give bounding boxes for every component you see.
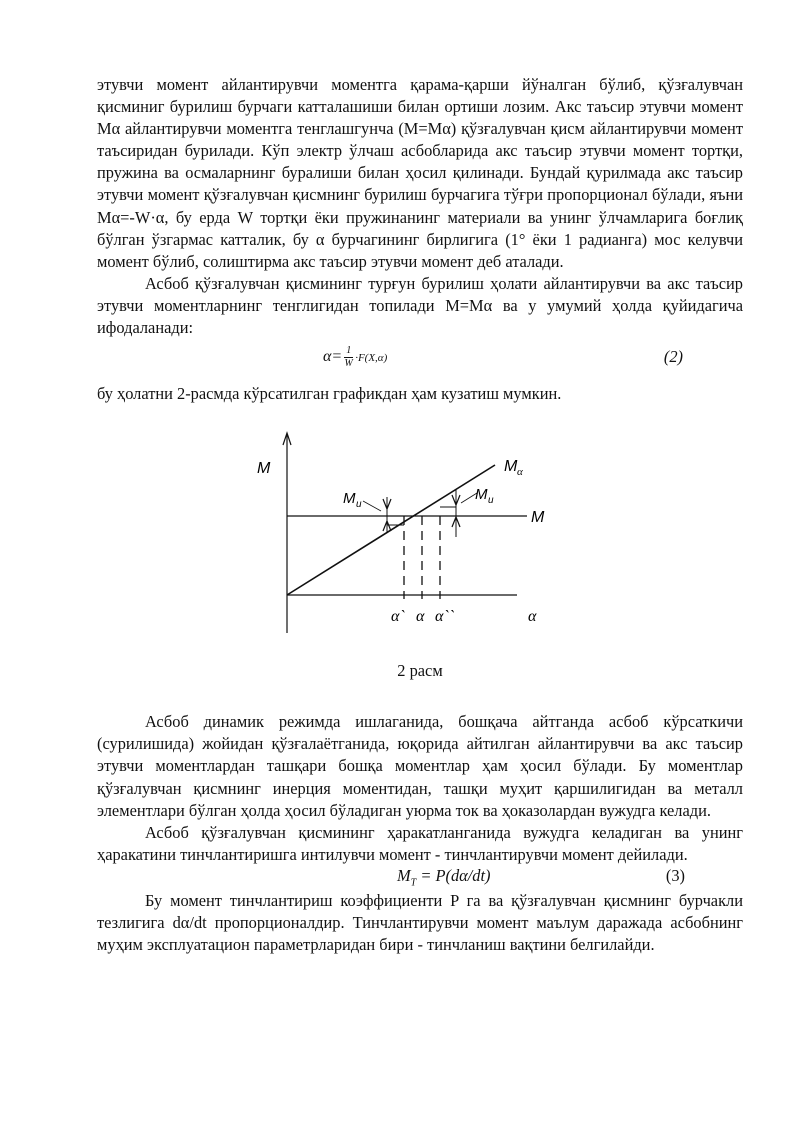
paragraph-4: Асбоб динамик режимда ишлаганида, бошқача айтганда асбоб кўрсаткичи (сурилишида) жойидан қўзғалаётганида, юқорида айтилган айлантирувчи ва акс таъсир этувчи моментлардан ташқари бошқа моментлар ҳам ҳосил бўлади. Бу моментлар қўзғалувчан қисмнинг инерция моментидан, ташқи муҳит қаршилигидан ва металл элементлари бўлган ҳолда ҳосил бўладиган уюрма ток ва ҳоказолардан вужудга келади. bbox=[97, 712, 743, 820]
mu-left-label: M bbox=[343, 490, 356, 508]
equation-3-subscript: T bbox=[410, 877, 417, 889]
line-label-sub: α bbox=[517, 466, 523, 479]
equation-3-number: (3) bbox=[665, 865, 685, 885]
hline-label: M bbox=[531, 509, 545, 527]
mu-right-sub: u bbox=[488, 495, 494, 507]
equation-2 bbox=[97, 341, 743, 377]
equation-2-numerator: 1 bbox=[346, 345, 352, 357]
equation-3-rhs: = P(dα/dt) bbox=[416, 865, 491, 885]
mu-right-label: M bbox=[475, 486, 488, 504]
equation-2-denominator: W bbox=[344, 358, 353, 370]
equation-2-rhs: ·F(X,α) bbox=[355, 352, 388, 365]
figure-2 bbox=[97, 427, 743, 653]
alpha0-label: α bbox=[416, 608, 425, 626]
equation-2-lhs: α= bbox=[323, 348, 343, 366]
y-axis-label: M bbox=[257, 460, 271, 478]
moment-graph bbox=[97, 427, 743, 653]
paragraph-6: Бу момент тинчлантириш коэффициенти P га ва қўзғалувчан қисмнинг бурчакли тезлигига dα/dt пропорционалдир. Тинчлантирувчи момент маълум даражада асбобнинг муҳим эксплуатацион параметрларидан бири - тинчланиш вақтини белгилайди. bbox=[97, 890, 743, 955]
paragraph-2: Асбоб қўзғалувчан қисмининг турғун бурилиш ҳолати айлантирувчи ва акс таъсир этувчи моментларнинг тенглигидан топилади M=Mα ва у умумий ҳолда қуйидагича ифодаланади: bbox=[97, 273, 743, 338]
mu-left-leader bbox=[363, 501, 381, 511]
x-axis-label: α bbox=[528, 608, 537, 626]
mu-left-sub: u bbox=[356, 499, 362, 511]
alpha2-label: α`` bbox=[435, 608, 455, 626]
figure-caption: 2 расм bbox=[397, 661, 443, 681]
line-label: M bbox=[504, 458, 518, 476]
equation-3 bbox=[97, 866, 743, 890]
equation-2-fraction bbox=[344, 345, 353, 370]
equation-3-lhs: M bbox=[397, 865, 411, 885]
paragraph-5: Асбоб қўзғалувчан қисмининг ҳаракатланганида вужудга келадиган ва унинг ҳаракатини тинчлантиришга интилувчи момент - тинчлантирувчи момент дейилади. bbox=[97, 822, 743, 864]
equation-2-number: (2) bbox=[663, 347, 683, 367]
equation-2-formula bbox=[323, 345, 387, 370]
alpha1-label: α` bbox=[391, 608, 405, 626]
paragraph-3: бу ҳолатни 2-расмда кўрсатилган графикдан ҳам кузатиш мумкин. bbox=[97, 384, 562, 404]
equation-3-formula bbox=[397, 866, 491, 888]
document-page bbox=[97, 74, 743, 956]
paragraph-1: этувчи момент айлантирувчи моментга қарама-қарши йўналган бўлиб, қўзғалувчан қисминиг бурилиш бурчаги катталашиши билан ортиши лозим. Акс таъсир этувчи момент Mα айлантирувчи моментга тенглашгунча (M=Mα) қўзғалувчан қисм айлантирувчи момент таъсиридан бурилади. Кўп электр ўлчаш асбобларида акс таъсир этувчи момент тортқи, пружина ва осмаларнинг буралиши билан ҳосил қилинади. Бундай қурилмада акс таъсир этувчи момент қўзғалувчан қисмнинг бурилиш бурчагига тўғри пропорционал бўлади, яъни Mα=-W·α, бу ерда W тортқи ёки пружинанинг материали ва унинг ўлчамларига боғлиқ бўлган ўзгармас катталик, бу α бурчагининг бирлигига (1° ёки 1 радианга) мос келувчи момент бўлиб, солиштирма акс таъсир этувчи момент деб аталади. bbox=[97, 75, 743, 271]
